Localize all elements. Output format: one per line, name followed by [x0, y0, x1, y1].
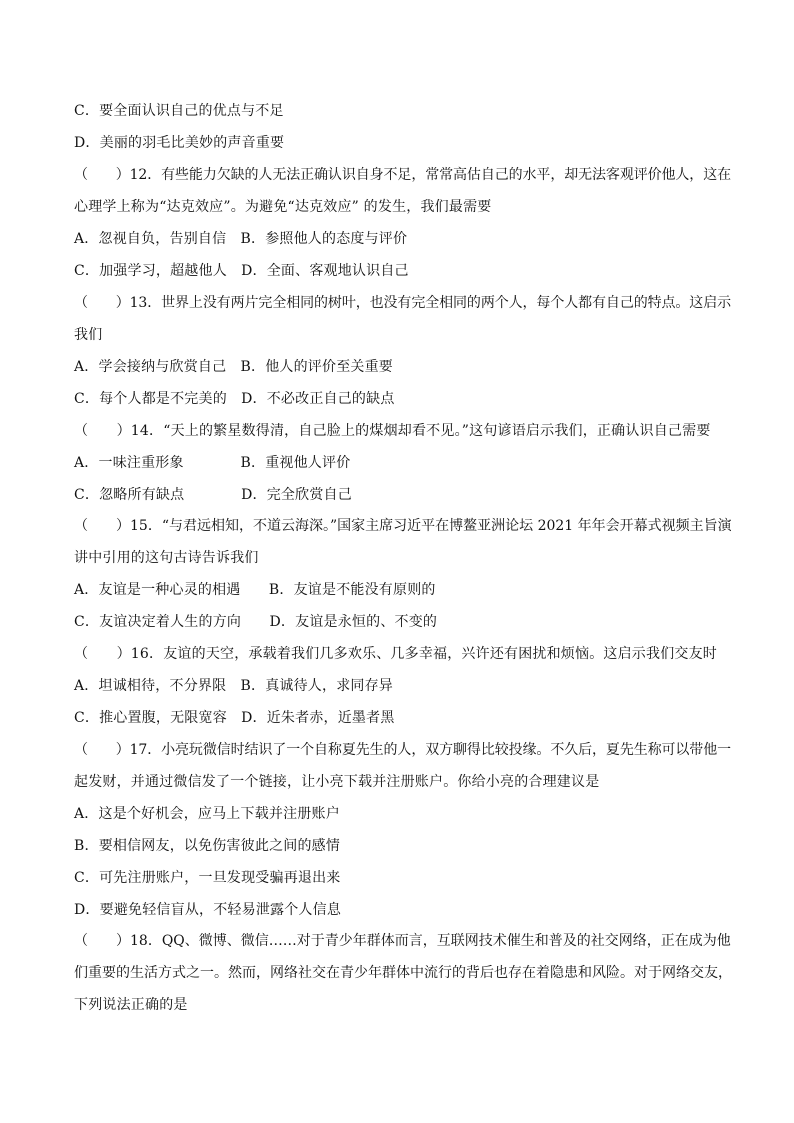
question-17-stem: （ ）17．小亮玩微信时结识了一个自称夏先生的人，双方聊得比较投缘。不久后，夏先生称可以带他一 — [74, 742, 732, 758]
question-14-stem: （ ）14．“天上的繁星数得清，自己脸上的煤烟却看不见。”这句谚语启示我们，正确认识自己需要 — [74, 423, 711, 439]
question-13-options-cd: C．每个人都是不完美的 D．不必改正自己的缺点 — [74, 391, 395, 407]
question-17-option-b: B．要相信网友，以免伤害彼此之间的感情 — [74, 838, 341, 854]
question-16-options-cd: C．推心置腹，无限宽容 D．近朱者赤，近墨者黑 — [74, 710, 395, 726]
question-17-option-d: D．要避免轻信盲从，不轻易泄露个人信息 — [74, 902, 342, 918]
question-13-stem-cont: 我们 — [74, 327, 103, 343]
question-15-stem-cont: 讲中引用的这句古诗告诉我们 — [74, 550, 259, 566]
question-17-stem-cont: 起发财，并通过微信发了一个链接，让小亮下载并注册账户。你给小亮的合理建议是 — [74, 774, 600, 790]
question-16-stem: （ ）16．友谊的天空，承载着我们几多欢乐、几多幸福，兴许还有困扰和烦恼。这启示我们交友时 — [74, 646, 718, 662]
question-15-options-cd: C．友谊决定着人生的方向 D．友谊是永恒的、不变的 — [74, 614, 438, 630]
question-13-stem: （ ）13．世界上没有两片完全相同的树叶，也没有完全相同的两个人，每个人都有自己的特点。这启示 — [74, 295, 732, 311]
option-d-q11: D．美丽的羽毛比美妙的声音重要 — [74, 135, 285, 151]
question-12-stem-cont: 心理学上称为“达克效应”。为避免“达克效应” 的发生，我们最需要 — [74, 199, 492, 215]
question-18-stem-cont: 们重要的生活方式之一。然而，网络社交在青少年群体中流行的背后也存在着隐患和风险。对于网络交友， — [74, 965, 732, 981]
question-15-stem: （ ）15．“与君远相知，不道云海深。”国家主席习近平在博鳌亚洲论坛 2021 年年会开幕式视频主旨演 — [74, 518, 732, 534]
question-18-stem-end: 下列说法正确的是 — [74, 997, 188, 1013]
question-14-options-cd: C．忽略所有缺点 D．完全欣赏自己 — [74, 487, 352, 503]
question-14-options-ab: A．一味注重形象 B．重视他人评价 — [74, 455, 351, 471]
question-12-options-ab: A．忽视自负，告别自信 B．参照他人的态度与评价 — [74, 231, 408, 247]
question-18-stem: （ ）18．QQ、微博、微信……对于青少年群体而言，互联网技术催生和普及的社交网络，正在成为他 — [74, 933, 731, 949]
question-17-option-c: C．可先注册账户，一旦发现受骗再退出来 — [74, 870, 341, 886]
question-12-stem: （ ）12．有些能力欠缺的人无法正确认识自身不足，常常高估自己的水平，却无法客观评价他人，这在 — [74, 167, 732, 183]
question-17-option-a: A．这是个好机会，应马上下载并注册账户 — [74, 806, 340, 822]
option-c-q11: C．要全面认识自己的优点与不足 — [74, 103, 284, 119]
question-12-options-cd: C．加强学习，超越他人 D．全面、客观地认识自己 — [74, 263, 409, 279]
question-16-options-ab: A．坦诚相待，不分界限 B．真诚待人，求同存异 — [74, 678, 393, 694]
question-13-options-ab: A．学会接纳与欣赏自己 B．他人的评价至关重要 — [74, 359, 393, 375]
question-15-options-ab: A．友谊是一种心灵的相遇 B．友谊是不能没有原则的 — [74, 582, 436, 598]
